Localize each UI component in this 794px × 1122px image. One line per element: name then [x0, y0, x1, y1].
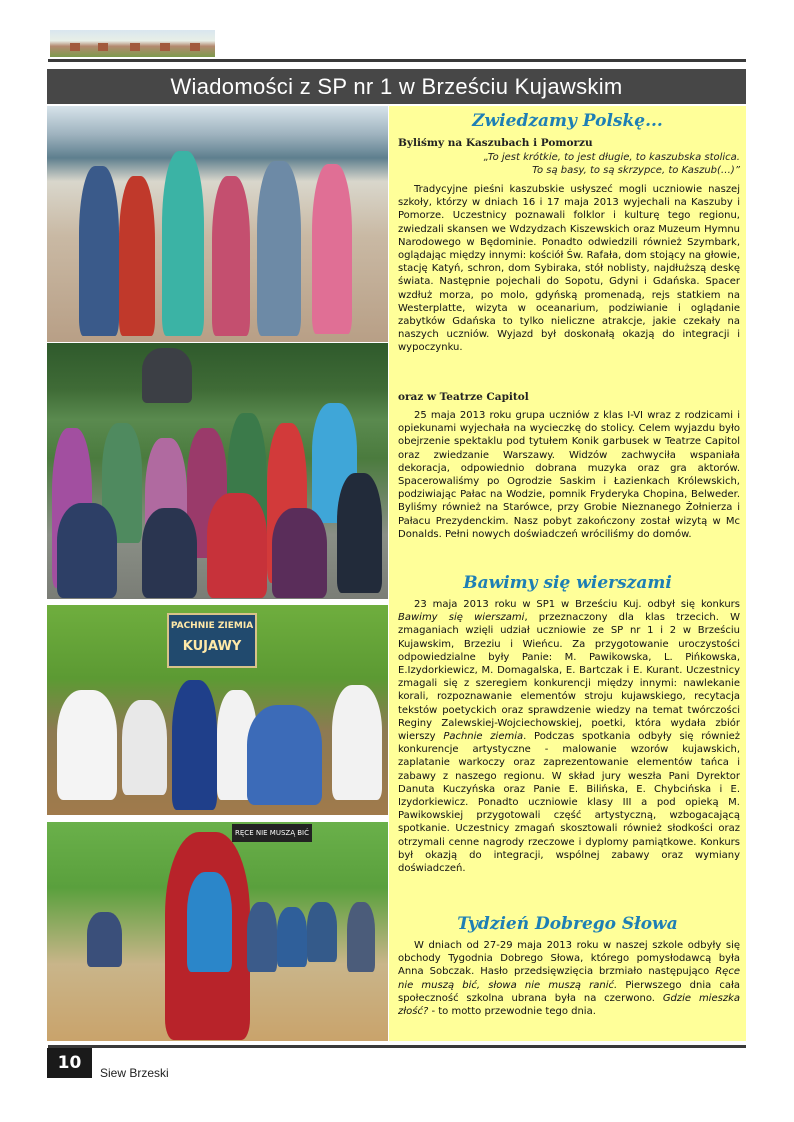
publication-name: Siew Brzeski: [100, 1066, 169, 1080]
article-teatr-text: 25 maja 2013 roku grupa uczniów z klas I-VI wraz z rodzicami i opiekunami wyjechała na wycieczkę do stolicy. Celem wyjazdu było obejrzenie spektaklu pod tytułem Konik garbusek w Teatrze Capitol oraz zwiedzanie Warszawy. Widzów zachwyciła wspaniała dekoracja, odpowiednio dobrana muzyka oraz gra aktorów. Spacerowaliśmy po Ogrodzie Saskim i Łazienkach Królewskich, podziwiając Pałac na Wodzie, pomnik Fryderyka Chopina, Belweder. Byliśmy również na Starówce, przy Grobie Nieznanego Żołnierza i Pałacu Prezydenckim. Nasz pobyt zakończony został wizytą w Mc Donalds. Pełni nowych doświadczeń wróciliśmy do domów.: [398, 410, 740, 540]
bottom-rule: [48, 1045, 746, 1048]
motto-line-2: To są basy, to są skrzypce, to Kaszub(…)”: [532, 165, 740, 176]
article-dobre-slowo-text: W dniach od 27-29 maja 2013 roku w naszej szkole odbyły się obchody Tygodnia Dobrego Słowa, którego pomysłodawcą była Anna Sobczak. Hasło przedsięwzięcia brzmiało następująco Ręce nie muszą bić, słowa nie muszą ranić. Pierwszego dnia cała społeczność szkolna ubrana była na czerwono. Gdzie mieszka złość? - to motto przewodnie tego dnia.: [398, 940, 740, 1018]
kashubian-motto: [398, 151, 740, 177]
header-town-photo: [50, 30, 215, 57]
sign-kujawy: KUJAWY: [182, 639, 242, 654]
section-title-zwiedzamy-polske: Zwiedzamy Polskę...: [472, 111, 663, 131]
article-dobre-slowo: [398, 939, 740, 1018]
photo-poetry-contest-dance: [47, 605, 388, 815]
photo-warsaw-chopin-monument: [47, 343, 388, 599]
sign-rece-nie-musza-bic: RĘCE NIE MUSZĄ BIĆ: [232, 824, 312, 842]
article-teatr-capitol: [398, 409, 740, 541]
sign-pachnie-ziemia: PACHNIE ZIEMIA: [170, 621, 254, 631]
motto-line-1: „To jest krótkie, to jest długie, to kaszubska stolica.: [483, 152, 740, 163]
photo-kashubia-beach: [47, 106, 388, 342]
article-kaszuby-text: Tradycyjne pieśni kaszubskie usłyszeć mogli uczniowie naszej szkoły, którzy w dniach 16 i 17 maja 2013 wyjechali na Kaszuby i Pomorze. Uczestnicy poznawali folklor i kulturę tego regionu, zwiedzali skansen we Wdzydzach Kiszewskich oraz Muzeum Hymnu Narodowego w Będominie. Ponadto odwiedzili również Szymbark, oglądając między innymi: kościół Św. Rafała, dom stojący na głowie, stację Katyń, schron, dom Sybiraka, stół noblisty, najdłuższą deskę świata. Następnie pojechali do Sopotu, Gdyni i Gdańska. Spacer wzdłuż morza, po molo, gdyńską promenadą, rejs statkiem na Westerplatte, wizyta w oceanarium, podziwianie i oglądanie zabytków Gdańska to tylko nieliczne atrakcje, jakie czekały na naszych uczniów. Wyjazd był doskonałą okazją do integracji i wypoczynku.: [398, 184, 740, 354]
section-title-tydzien-dobrego-slowa: Tydzień Dobrego Słowa: [457, 914, 678, 934]
article-kaszuby: [398, 183, 740, 355]
article-wiersze: [398, 598, 740, 875]
photo-good-word-week: [47, 822, 388, 1041]
article-wiersze-text: 23 maja 2013 roku w SP1 w Brześciu Kuj. odbył się konkurs Bawimy się wierszami, przeznaczony dla klas trzecich. W zmaganiach wzięli udział uczniowie ze SP nr 1 i 2 w Brześciu Kujawskim, Brzeziu i Wieńcu. Za przygotowanie uroczystości odpowiedzialne były Panie: M. Pawikowska, L. Pińkowska, E.Izydorkiewicz, M. Domagalska, E. Bartczak i E. Kurant. Uczestnicy zmagali się z szeregiem konkurencji między innymi: nawlekanie korali, rozpoznawanie elementów stroju kujawskiego, recytacja tekstów poetyckich oraz sprawdzenie wiedzy na temat twórczości Reginy Zalewskiej-Wojciechowskiej, poetki, która wydała zbiór wierszy Pachnie ziemia. Podczas spotkania odbyły się również konkurencje artystyczne - malowanie wzorów kujawskich, zaplatanie warkoczy oraz zaprezentowanie elementów tańca i zabawy z naszego regionu. W skład jury weszła Pani Dyrektor Danuta Kuczyńska oraz Panie E. Bilińska, E. Chybcińska i E. Izydorkiewicz. Ponadto uczniowie klasy III a pod opieką M. Pawikowskiej przygotowali część artystyczną, wzbogacającą spotkanie. Uczestnicy zmagań skosztowali również słodkości oraz otrzymali cenne nagrody rzeczowe i dyplomy pamiątkowe. Konkurs był okazją do integracji, wspólnej zabawy oraz wymiany doświadczeń.: [398, 599, 740, 875]
page-banner-title: Wiadomości z SP nr 1 w Brześciu Kujawskim: [47, 69, 746, 104]
subtitle-kaszuby: Byliśmy na Kaszubach i Pomorzu: [398, 137, 593, 149]
subtitle-teatr-capitol: oraz w Teatrze Capitol: [398, 391, 529, 403]
section-title-bawimy-sie-wierszami: Bawimy się wierszami: [463, 573, 672, 593]
top-rule: [48, 59, 746, 62]
page-number: 10: [47, 1048, 92, 1078]
